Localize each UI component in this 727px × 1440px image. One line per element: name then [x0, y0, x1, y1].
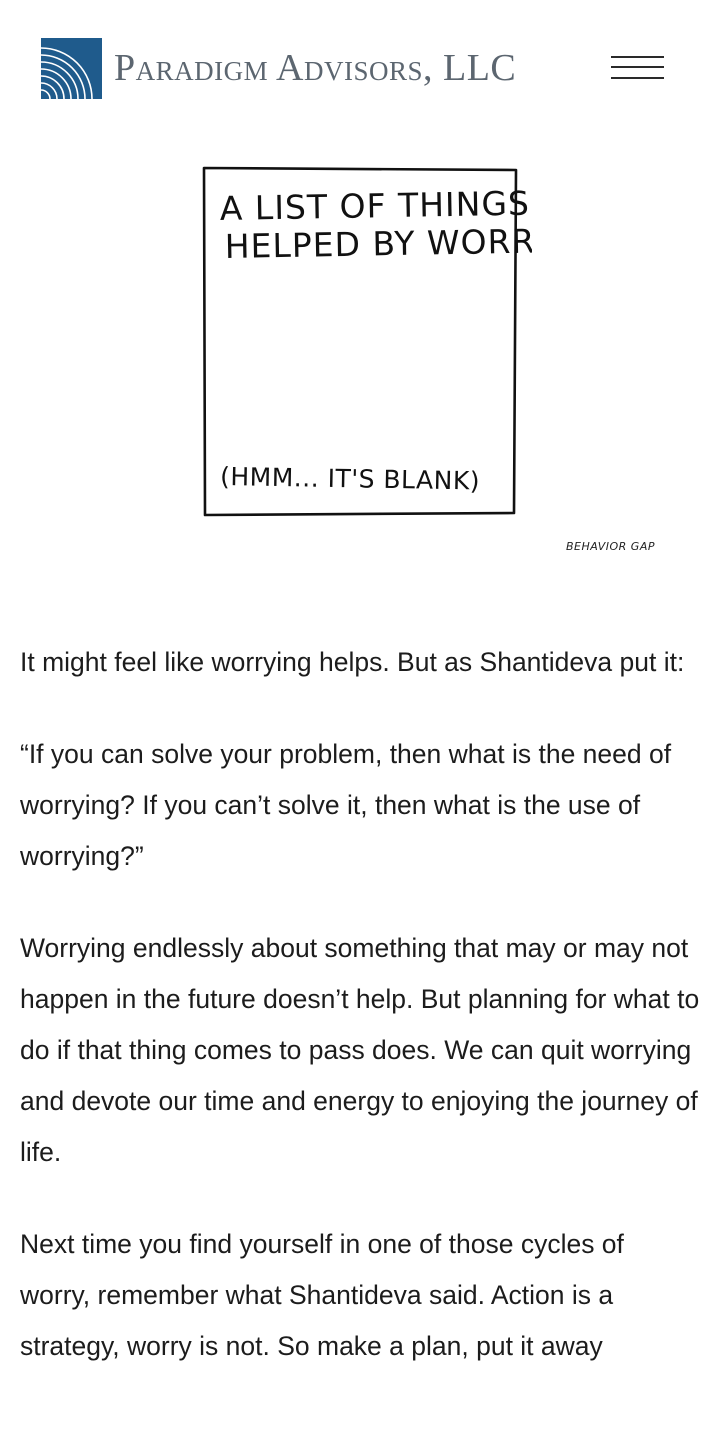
- article-paragraph: “If you can solve your problem, then what is the need of worrying? If you can’t solve it, then what is the use of worrying?”: [20, 739, 672, 871]
- brand-name[interactable]: Paradigm Advisors, LLC: [114, 47, 517, 89]
- paradigm-logo-icon[interactable]: [41, 38, 102, 99]
- cartoon-title-line2: HELPED BY WORRY: [224, 221, 532, 266]
- article-paragraph: Next time you find yourself in one of those cycles of worry, remember what Shantideva said. Action is a strategy, worry is not. So make a plan, put it away: [20, 1229, 624, 1361]
- cartoon-bottom-text: (HMM... IT'S BLANK): [219, 462, 481, 496]
- article-paragraph: It might feel like worrying helps. But as Shantideva put it:: [20, 647, 685, 677]
- cartoon-credit: BEHAVIOR GAP: [566, 540, 655, 553]
- article-paragraph: Worrying endlessly about something that may or may not happen in the future doesn’t help. But planning for what to do if that thing comes to pass does. We can quit worrying and devote our time and energy to enjoying the journey of life.: [20, 933, 700, 1167]
- menu-button[interactable]: [606, 50, 668, 88]
- hamburger-icon: [611, 56, 664, 58]
- cartoon-image: [192, 158, 532, 528]
- cartoon-title-line1: A LIST OF THINGS: [219, 183, 531, 228]
- article-body: [20, 637, 700, 1413]
- site-header: [0, 0, 727, 135]
